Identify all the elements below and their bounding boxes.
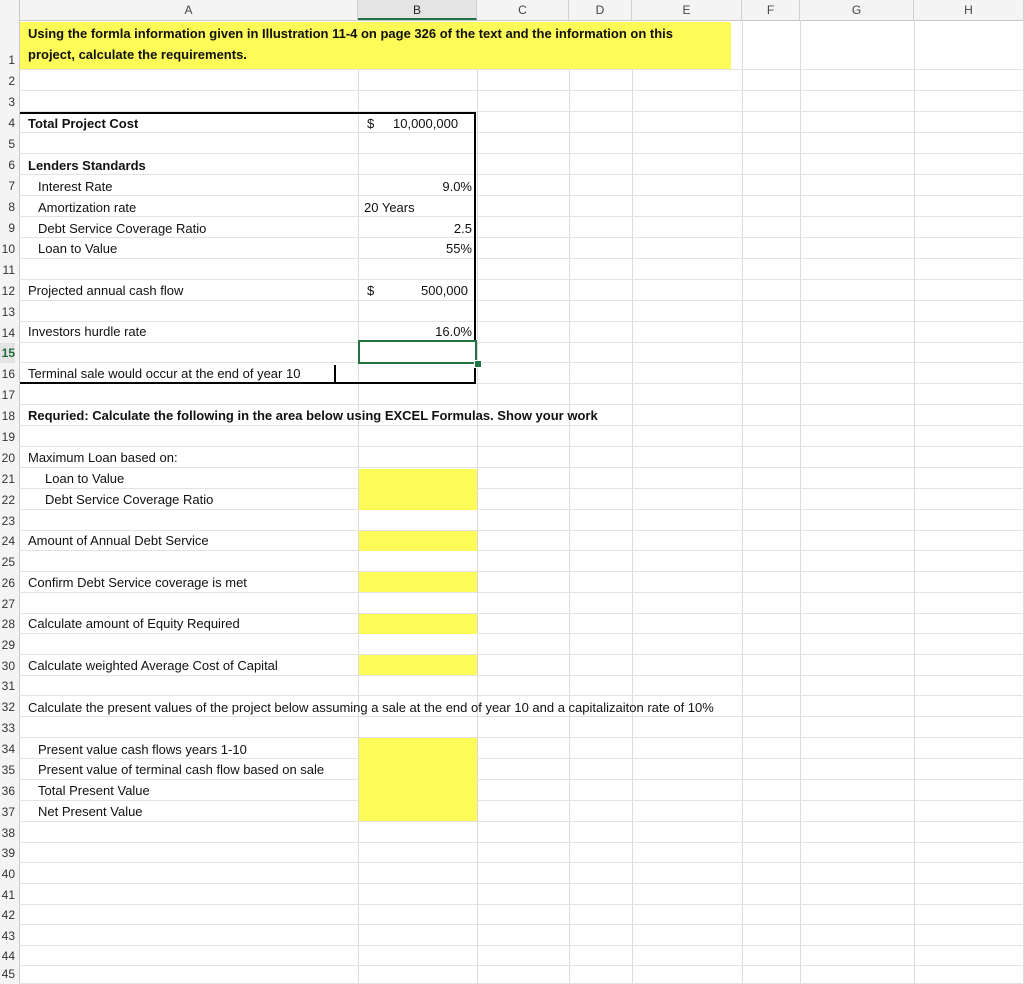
cash-flow-label: Projected annual cash flow xyxy=(28,283,184,298)
row-header[interactable]: 20 xyxy=(1,451,15,465)
gridline-horizontal xyxy=(19,737,1024,738)
row-header[interactable]: 38 xyxy=(1,826,15,840)
answer-present-value-cells[interactable] xyxy=(359,738,477,821)
gridline-vertical xyxy=(800,20,801,984)
row-header[interactable]: 37 xyxy=(1,805,15,819)
pv-terminal-label: Present value of terminal cash flow based on sale xyxy=(38,762,325,777)
row-header[interactable]: 40 xyxy=(1,867,15,881)
row-header[interactable]: 25 xyxy=(1,555,15,569)
required-label: Requried: Calculate the following in the area below using EXCEL Formulas. Show your work xyxy=(28,408,598,423)
gridline-horizontal xyxy=(19,800,1024,801)
gridline-horizontal xyxy=(19,69,1024,70)
total-project-cost-value[interactable]: 10,000,000 xyxy=(393,116,459,131)
row-header[interactable]: 10 xyxy=(1,242,15,256)
gridline-vertical xyxy=(632,20,633,984)
row-header[interactable]: 7 xyxy=(8,179,15,193)
cash-flow-currency: $ xyxy=(367,283,375,298)
total-project-cost-currency: $ xyxy=(367,116,375,131)
row-header[interactable]: 2 xyxy=(8,74,15,88)
gridline-horizontal xyxy=(19,842,1024,843)
row-header[interactable]: 42 xyxy=(1,908,15,922)
hurdle-rate-value[interactable]: 16.0% xyxy=(435,324,472,339)
column-header-e[interactable]: E xyxy=(632,0,742,20)
answer-confirm-dscr-cell[interactable] xyxy=(359,572,477,592)
row-header[interactable]: 32 xyxy=(1,700,15,714)
intro-text-line2: project, calculate the requirements. xyxy=(28,47,247,62)
gridline-vertical xyxy=(914,20,915,984)
gridline-horizontal xyxy=(19,862,1024,863)
row-header[interactable]: 30 xyxy=(1,659,15,673)
gridline-horizontal xyxy=(19,695,1024,696)
dscr-label: Debt Service Coverage Ratio xyxy=(38,221,207,236)
row-header[interactable]: 44 xyxy=(1,949,15,963)
row-header[interactable]: 8 xyxy=(8,200,15,214)
amortization-value[interactable]: 20 Years xyxy=(364,200,415,215)
lenders-standards-label: Lenders Standards xyxy=(28,158,146,173)
row-header[interactable]: 6 xyxy=(8,158,15,172)
gridline-horizontal xyxy=(19,821,1024,822)
answer-wacc-cell[interactable] xyxy=(359,655,477,675)
gridline-horizontal xyxy=(19,90,1024,91)
row-header[interactable]: 36 xyxy=(1,784,15,798)
annual-debt-label: Amount of Annual Debt Service xyxy=(28,533,209,548)
row-header-bar xyxy=(0,20,20,984)
gridline-horizontal xyxy=(19,904,1024,905)
row-header[interactable]: 26 xyxy=(1,576,15,590)
selected-cell-b15[interactable] xyxy=(358,340,477,364)
row-header[interactable]: 21 xyxy=(1,472,15,486)
row-header[interactable]: 16 xyxy=(1,367,15,381)
row-header[interactable]: 33 xyxy=(1,721,15,735)
max-loan-dscr-label: Debt Service Coverage Ratio xyxy=(45,492,214,507)
column-header-d[interactable]: D xyxy=(569,0,632,20)
wacc-label: Calculate weighted Average Cost of Capital xyxy=(28,658,278,673)
row-header[interactable]: 18 xyxy=(1,409,15,423)
answer-annual-debt-cell[interactable] xyxy=(359,531,477,551)
column-header-c[interactable]: C xyxy=(477,0,569,20)
gridline-vertical xyxy=(742,20,743,984)
column-header-h[interactable]: H xyxy=(914,0,1024,20)
row-header[interactable]: 9 xyxy=(8,221,15,235)
gridline-horizontal xyxy=(19,654,1024,655)
answer-equity-cell[interactable] xyxy=(359,614,477,634)
interest-rate-label: Interest Rate xyxy=(38,179,113,194)
gridline-vertical xyxy=(569,20,570,984)
row-header[interactable]: 24 xyxy=(1,534,15,548)
fill-handle[interactable] xyxy=(474,360,482,368)
ltv-label: Loan to Value xyxy=(38,241,118,256)
row-header[interactable]: 14 xyxy=(1,326,15,340)
ltv-value[interactable]: 55% xyxy=(445,241,472,256)
column-header-bar xyxy=(0,0,1024,21)
row-header[interactable]: 35 xyxy=(1,763,15,777)
row-header[interactable]: 1 xyxy=(8,53,15,67)
row-header[interactable]: 5 xyxy=(8,137,15,151)
row-header[interactable]: 31 xyxy=(1,679,15,693)
gridline-horizontal xyxy=(19,945,1024,946)
amortization-label: Amortization rate xyxy=(38,200,137,215)
row-header[interactable]: 23 xyxy=(1,514,15,528)
npv-label: Net Present Value xyxy=(38,804,143,819)
row-header[interactable]: 43 xyxy=(1,929,15,943)
confirm-dscr-label: Confirm Debt Service coverage is met xyxy=(28,575,247,590)
row-header[interactable]: 39 xyxy=(1,846,15,860)
inputs-box-divider xyxy=(334,365,336,384)
row-header[interactable]: 41 xyxy=(1,888,15,902)
column-header-a[interactable]: A xyxy=(20,0,358,20)
select-all-corner[interactable] xyxy=(0,0,20,20)
cash-flow-value[interactable]: 500,000 xyxy=(421,283,468,298)
row-header[interactable]: 17 xyxy=(1,388,15,402)
dscr-value[interactable]: 2.5 xyxy=(453,221,472,236)
column-header-g[interactable]: G xyxy=(800,0,914,20)
intro-text-line1: Using the formla information given in Illustration 11-4 on page 326 of the text and the information on this xyxy=(28,26,674,41)
row-header[interactable]: 3 xyxy=(8,95,15,109)
max-loan-ltv-label: Loan to Value xyxy=(45,471,125,486)
row-header[interactable]: 28 xyxy=(1,617,15,631)
column-header-b[interactable]: B xyxy=(358,0,477,20)
row-header[interactable]: 27 xyxy=(1,597,15,611)
answer-max-loan-cell[interactable] xyxy=(359,469,477,510)
equity-label: Calculate amount of Equity Required xyxy=(28,616,240,631)
row-header[interactable]: 4 xyxy=(8,116,15,130)
terminal-sale-label: Terminal sale would occur at the end of year 10 xyxy=(28,366,301,381)
gridline-horizontal xyxy=(19,488,1024,489)
row-header[interactable]: 34 xyxy=(1,742,15,756)
pv-intro-label: Calculate the present values of the project below assuming a sale at the end of year 10 and a capitalizaiton rate of 10% xyxy=(28,700,714,715)
row-header[interactable]: 12 xyxy=(1,284,15,298)
gridline-horizontal xyxy=(19,883,1024,884)
gridline-horizontal xyxy=(19,924,1024,925)
total-pv-label: Total Present Value xyxy=(38,783,150,798)
gridline-vertical xyxy=(477,20,478,984)
row-header[interactable]: 11 xyxy=(2,263,15,277)
row-header[interactable]: 29 xyxy=(1,638,15,652)
row-header[interactable]: 15 xyxy=(0,343,15,363)
row-header[interactable]: 19 xyxy=(1,430,15,444)
row-header[interactable]: 13 xyxy=(1,305,15,319)
column-header-f[interactable]: F xyxy=(742,0,800,20)
gridline-horizontal xyxy=(19,571,1024,572)
max-loan-label: Maximum Loan based on: xyxy=(28,450,178,465)
pv-cash-flows-label: Present value cash flows years 1-10 xyxy=(38,742,247,757)
hurdle-rate-label: Investors hurdle rate xyxy=(28,324,147,339)
interest-rate-value[interactable]: 9.0% xyxy=(442,179,472,194)
row-header[interactable]: 22 xyxy=(1,493,15,507)
gridline-horizontal xyxy=(19,404,1024,405)
gridline-horizontal xyxy=(19,965,1024,966)
total-project-cost-label: Total Project Cost xyxy=(28,116,139,131)
row-header[interactable]: 45 xyxy=(1,967,15,981)
gridline-horizontal xyxy=(19,446,1024,447)
